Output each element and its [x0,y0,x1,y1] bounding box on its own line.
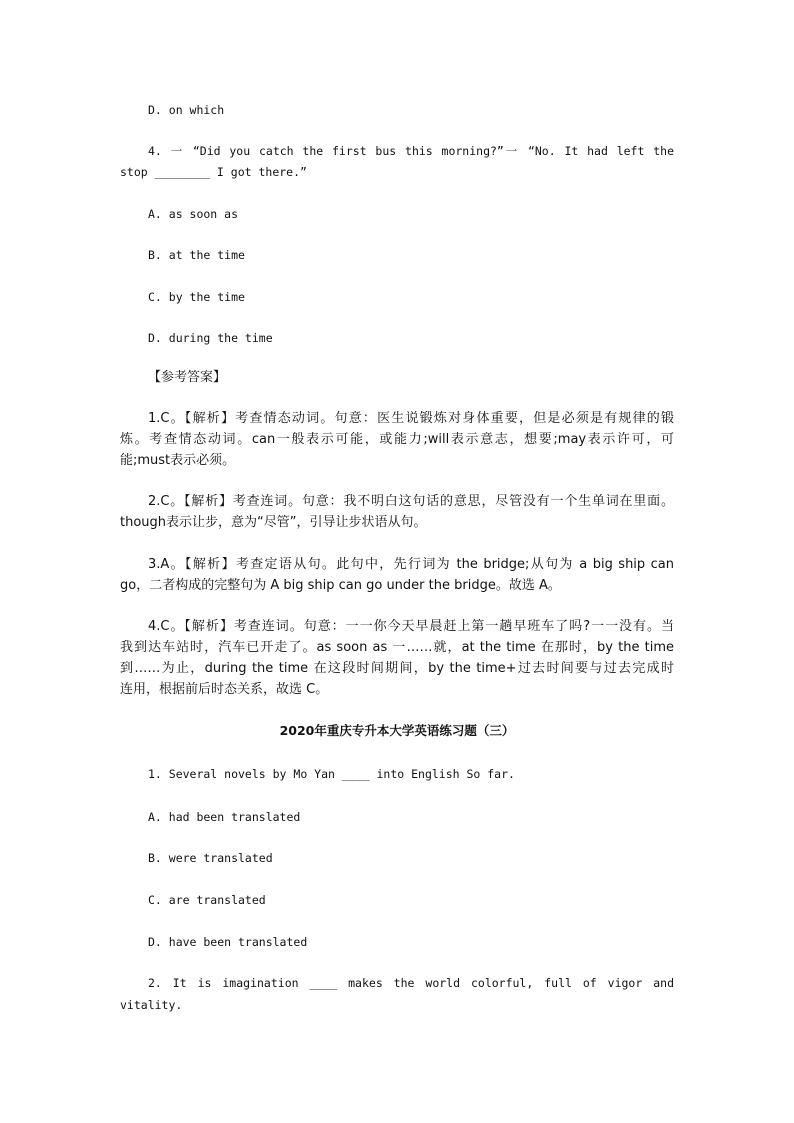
answer-4-line-1: 4.C。【解析】考查连词。句意：一一你今天早晨赶上第一趟早班车了吗?一一没有。当 [148,619,674,634]
answer-1-line-2: 炼。考查情态动词。can一般表示可能，或能力;will表示意志，想要;may表示许可，可 [120,432,674,447]
section-title: 2020年重庆专升本大学英语练习题（三） [279,723,515,738]
q2-stem-line-2: vitality. [120,998,183,1012]
answer-4-line-3: 到……为止，during the time 在这段时间期间，by the time+过去时间要与过去完成时 [120,661,674,676]
q1-option-d: D. have been translated [148,935,308,949]
q4-stem-line-1: 4. 一 “Did you catch the first bus this morning?”一 “No. It had left the [148,144,674,158]
answer-4-line-2: 我到达车站时，汽车已开走了。as soon as 一……就，at the time 在那时，by the time [120,640,674,655]
answer-3-line-1: 3.A。【解析】考查定语从句。此句中，先行词为 the bridge;从句为 a big ship can [148,557,674,572]
answer-1-line-1: 1.C。【解析】考查情态动词。句意：医生说锻炼对身体重要，但是必须是有规律的锻 [148,411,674,426]
answer-4-line-4: 连用，根据前后时态关系，故选 C。 [120,682,329,697]
answer-label: 【参考答案】 [148,370,227,385]
q4-option-a: A. as soon as [148,207,239,221]
q4-option-b: B. at the time [148,248,245,262]
q1-option-c: C. are translated [148,893,266,907]
answer-2-line-2: though表示让步，意为“尽管”，引导让步状语从句。 [120,515,427,530]
q3-option-d: D. on which [148,103,225,117]
q2-stem-line-1: 2. It is imagination ____ makes the world colorful, full of vigor and [148,976,674,990]
q4-option-d: D. during the time [148,331,273,345]
q4-stem-line-2: stop ________ I got there.” [120,165,307,179]
q4-option-c: C. by the time [148,290,245,304]
answer-3-line-2: go，二者构成的完整句为 A big ship can go under the bridge。故选 A。 [120,578,561,593]
q1-option-b: B. were translated [148,851,273,865]
q1-option-a: A. had been translated [148,810,301,824]
answer-1-line-3: 能;must表示必须。 [120,453,236,468]
answer-2-line-1: 2.C。【解析】考查连词。句意：我不明白这句话的意思，尽管没有一个生单词在里面。 [148,494,674,509]
q1-stem: 1. Several novels by Mo Yan ____ into English So far. [148,767,515,781]
